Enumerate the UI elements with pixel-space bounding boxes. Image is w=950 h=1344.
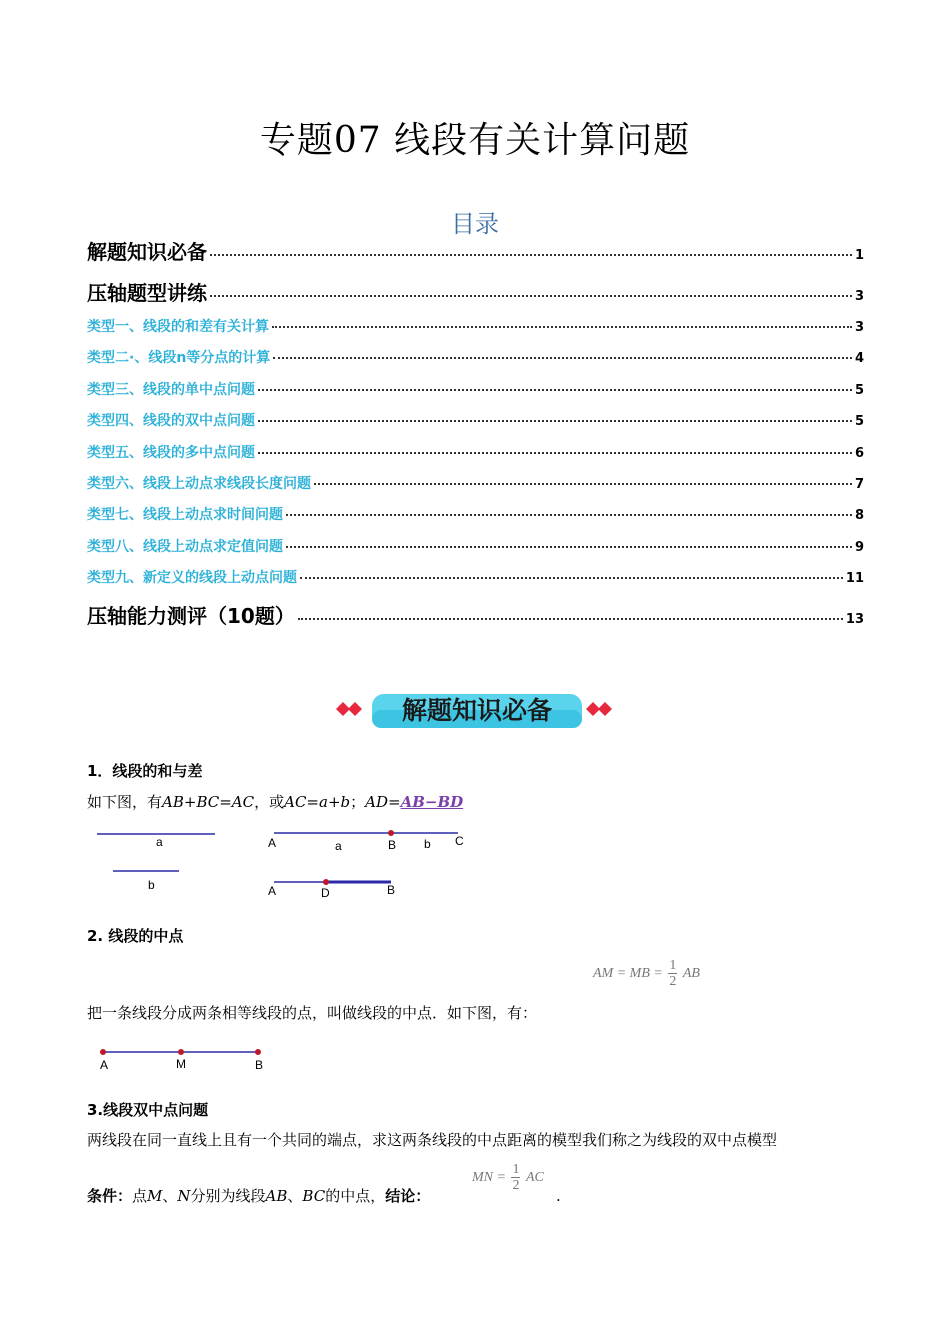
- toc-page-number: 4: [854, 351, 864, 366]
- midpoint-formula: [593, 958, 700, 989]
- point-label: B: [387, 883, 396, 897]
- toc-page-number: 3: [854, 320, 864, 335]
- section-heading: 2. 线段的中点: [87, 927, 184, 945]
- toc-page-number: 3: [854, 289, 864, 304]
- toc-leader: [258, 389, 852, 391]
- toc-entry[interactable]: [87, 600, 864, 629]
- toc-entry[interactable]: [87, 236, 864, 265]
- toc-entry-label: 类型六、线段上动点求线段长度问题: [87, 476, 311, 492]
- point-label: A: [268, 836, 277, 850]
- toc-page-number: 8: [854, 508, 864, 523]
- formula-text: AB: [682, 965, 700, 981]
- section-banner: [334, 688, 624, 732]
- toc-leader: [272, 326, 852, 328]
- diamond-icon: [586, 702, 612, 716]
- fraction-numerator: 1: [669, 958, 677, 973]
- fraction-numerator: 1: [512, 1162, 520, 1177]
- formula-text: AM = MB =: [593, 965, 663, 981]
- toc-leader: [258, 420, 852, 422]
- toc-entry-label: 压轴题型讲练: [87, 281, 207, 305]
- fraction: [511, 1162, 520, 1193]
- text-run: 、: [287, 1187, 303, 1205]
- toc-entry[interactable]: [87, 277, 864, 306]
- toc-type-entry[interactable]: [87, 504, 864, 524]
- section-paragraph: [87, 791, 463, 812]
- banner-label: 解题知识必备: [401, 696, 552, 725]
- equation: AC=a+b: [284, 793, 351, 811]
- toc-type-entry[interactable]: [87, 567, 864, 587]
- point-b: [255, 1049, 261, 1055]
- toc-leader: [273, 357, 852, 359]
- toc-entry-label: 类型四、线段的双中点问题: [87, 413, 255, 429]
- text-run: 点: [132, 1187, 148, 1205]
- toc-entry-label: 类型二·、线段n等分点的计算: [87, 350, 271, 366]
- point-d: [323, 879, 329, 885]
- point-label: C: [455, 834, 464, 848]
- toc-leader: [300, 577, 843, 579]
- toc-type-entry[interactable]: [87, 379, 864, 399]
- point-m: [178, 1049, 184, 1055]
- variable: BC: [302, 1187, 326, 1205]
- toc-entry-label: 类型三、线段的单中点问题: [87, 382, 255, 398]
- toc-page-number: 5: [854, 414, 864, 429]
- toc-entry-label: 类型九、新定义的线段上动点问题: [87, 570, 297, 586]
- toc-page-number: 7: [854, 477, 864, 492]
- point-label: M: [176, 1057, 186, 1071]
- point-label: B: [255, 1058, 264, 1072]
- point-label: B: [388, 838, 397, 852]
- double-midpoint-formula: [472, 1162, 544, 1193]
- conclusion-label: 结论：: [385, 1187, 431, 1205]
- segment-label: a: [335, 839, 342, 853]
- toc-entry-label: 类型八、线段上动点求定值问题: [87, 539, 283, 555]
- formula-text: MN =: [472, 1169, 506, 1185]
- point-label: A: [100, 1058, 109, 1072]
- toc-page-number: 11: [845, 571, 864, 586]
- text-run: ；: [350, 793, 366, 811]
- page-title: 专题07 线段有关计算问题: [259, 120, 691, 161]
- toc-type-entry[interactable]: [87, 536, 864, 556]
- segment-label: b: [148, 878, 155, 892]
- toc-leader: [210, 254, 852, 256]
- toc-type-entry[interactable]: [87, 473, 864, 493]
- section-paragraph: 两线段在同一直线上且有一个共同的端点，求这两条线段的中点距离的模型我们称之为线段的双中点模型: [87, 1131, 778, 1149]
- toc-type-entry[interactable]: [87, 316, 864, 336]
- toc-entry-label: 类型五、线段的多中点问题: [87, 445, 255, 461]
- variable: M: [147, 1187, 163, 1205]
- toc-page-number: 5: [854, 383, 864, 398]
- text-run: 、: [162, 1187, 178, 1205]
- point-a: [100, 1049, 106, 1055]
- toc-entry-label: 类型一、线段的和差有关计算: [87, 319, 269, 335]
- text-run: ，或: [254, 793, 285, 811]
- point-label: A: [268, 884, 277, 898]
- point-label: D: [321, 886, 330, 900]
- toc-page-number: 6: [854, 446, 864, 461]
- toc-leader: [314, 483, 852, 485]
- sentence-end: .: [556, 1187, 561, 1205]
- toc-entry-label: 解题知识必备: [87, 240, 207, 264]
- toc-entry-label: 类型七、线段上动点求时间问题: [87, 507, 283, 523]
- toc-type-entry[interactable]: [87, 442, 864, 462]
- text-run: 的中点，: [325, 1187, 386, 1205]
- section-heading: 1．线段的和与差: [87, 762, 203, 780]
- fraction-denominator: 2: [669, 974, 677, 989]
- equation: AD=: [365, 793, 401, 811]
- toc-leader: [286, 514, 852, 516]
- condition-label: 条件：: [87, 1187, 133, 1205]
- toc-leader: [258, 452, 852, 454]
- toc-page-number: 9: [854, 540, 864, 555]
- variable: AB: [265, 1187, 288, 1205]
- toc-page-number: 13: [845, 612, 864, 627]
- variable: N: [177, 1187, 191, 1205]
- toc-type-entry[interactable]: [87, 347, 864, 367]
- toc-leader: [298, 618, 843, 620]
- point-b: [388, 830, 394, 836]
- toc-page-number: 1: [854, 248, 864, 263]
- condition-line: [87, 1185, 430, 1206]
- toc-type-entry[interactable]: [87, 410, 864, 430]
- segment-figure-abc: [262, 826, 472, 896]
- segment-label: b: [424, 837, 431, 851]
- equation: AB+BC=AC: [162, 793, 255, 811]
- section-paragraph: 把一条线段分成两条相等线段的点，叫做线段的中点．如下图，有：: [87, 1004, 538, 1022]
- equation-link[interactable]: AB−BD: [400, 793, 464, 811]
- toc-heading: 目录: [451, 210, 499, 238]
- fraction-denominator: 2: [512, 1178, 520, 1193]
- segment-label: a: [156, 835, 163, 849]
- toc-leader: [210, 295, 852, 297]
- section-heading: 3.线段双中点问题: [87, 1101, 209, 1119]
- toc-leader: [286, 546, 852, 548]
- toc-entry-label: 压轴能力测评（10题）: [87, 604, 295, 628]
- diamond-icon: [336, 702, 362, 716]
- fraction: [668, 958, 677, 989]
- text-run: 分别为线段: [190, 1187, 266, 1205]
- text-run: 如下图，有: [87, 793, 163, 811]
- formula-text: AC: [525, 1169, 544, 1185]
